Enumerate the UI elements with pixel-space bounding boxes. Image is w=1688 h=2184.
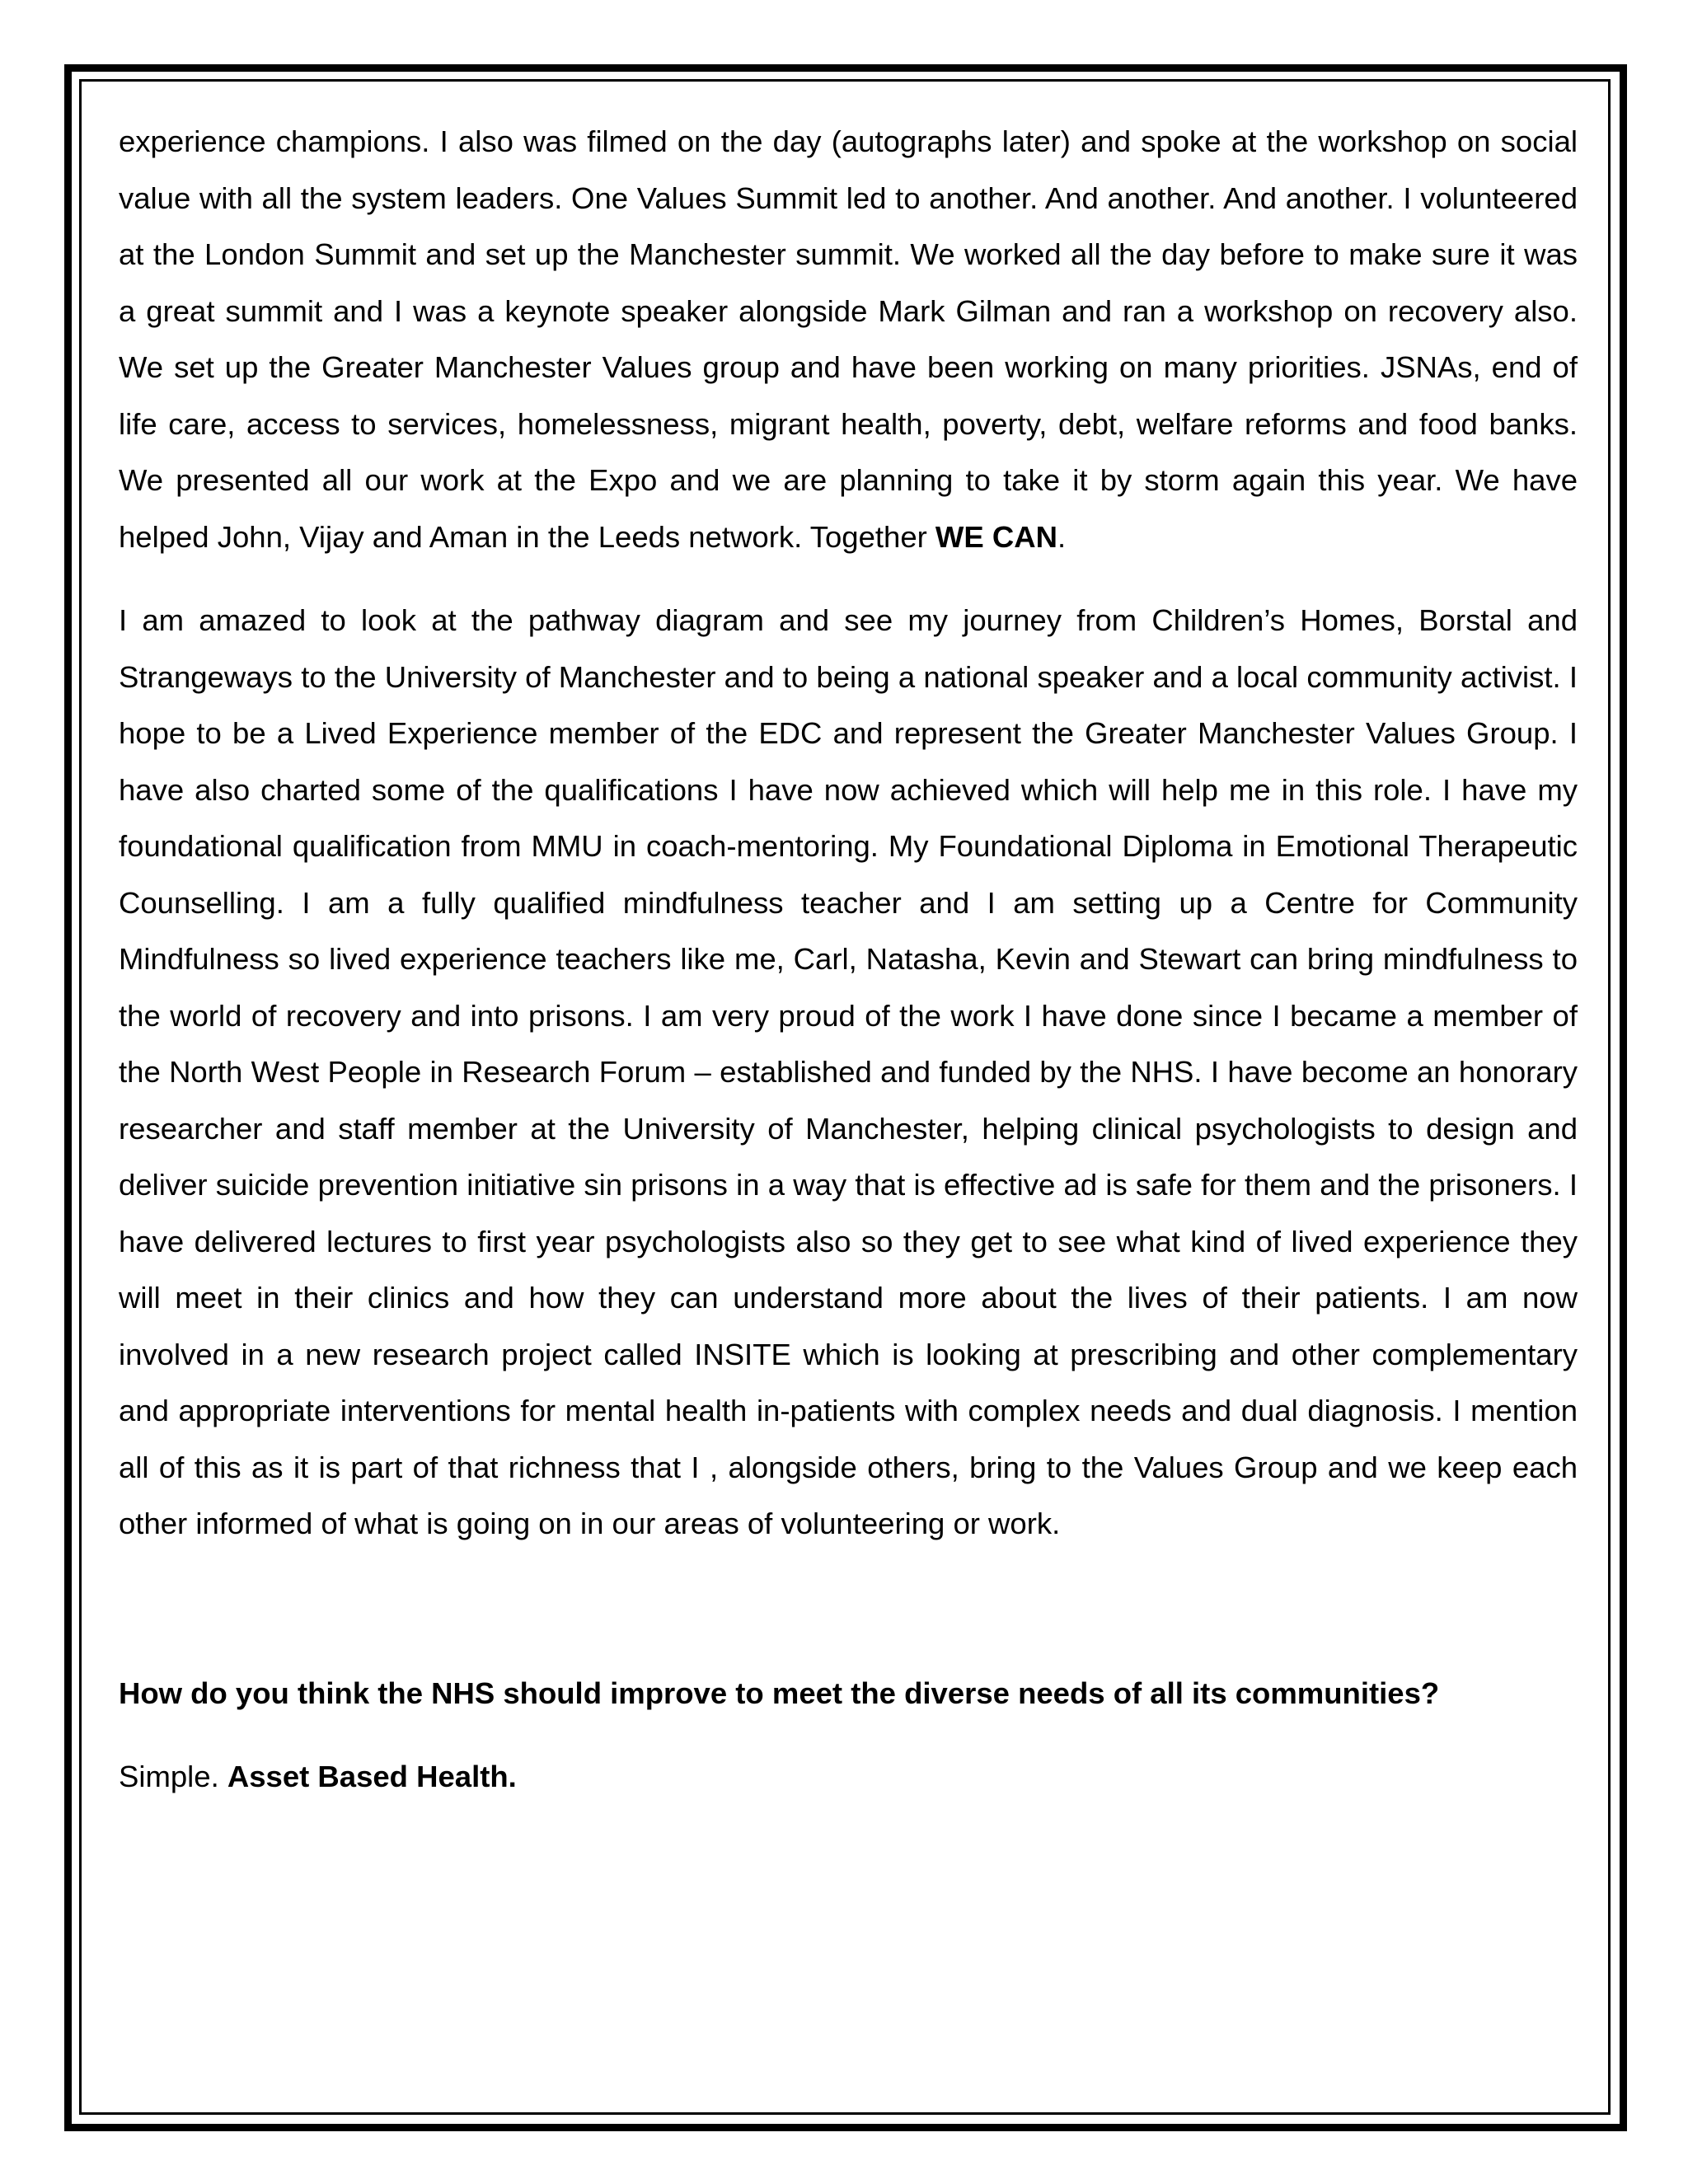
paragraph-1-end: . xyxy=(1057,519,1067,554)
paragraph-1-emphasis: WE CAN xyxy=(935,519,1057,554)
document-body xyxy=(119,114,1578,1806)
answer-emphasis: Asset Based Health. xyxy=(227,1760,517,1793)
question-heading: How do you think the NHS should improve to meet the diverse needs of all its communities? xyxy=(119,1675,1440,1710)
paragraph-1 xyxy=(119,114,1578,565)
answer xyxy=(119,1749,1578,1806)
paragraph-2: I am amazed to look at the pathway diagram and see my journey from Children’s Homes, Borstal and Strangeways to the University of Manchester and to being a national speaker and a local community activist. I hope to be a Lived Experience member of the EDC and represent the Greater Manchester Values Group. I have also charted some of the qualifications I have now achieved which will help me in this role. I have my foundational qualification from MMU in coach-mentoring. My Foundational Diploma in Emotional Therapeutic Counselling. I am a fully qualified mindfulness teacher and I am setting up a Centre for Community Mindfulness so lived experience teachers like me, Carl, Natasha, Kevin and Stewart can bring mindfulness to the world of recovery and into prisons. I am very proud of the work I have done since I became a member of the North West People in Research Forum – established and funded by the NHS. I have become an honorary researcher and staff member at the University of Manchester, helping clinical psychologists to design and deliver suicide prevention initiative sin prisons in a way that is effective ad is safe for them and the prisoners. I have delivered lectures to first year psychologists also so they get to see what kind of lived experience they will meet in their clinics and how they can understand more about the lives of their patients. I am now involved in a new research project called INSITE which is looking at prescribing and other complementary and appropriate interventions for mental health in-patients with complex needs and dual diagnosis. I mention all of this as it is part of that richness that I , alongside others, bring to the Values Group and we keep each other informed of what is going on in our areas of volunteering or work. xyxy=(119,603,1578,1540)
answer-lead: Simple. xyxy=(119,1760,227,1793)
paragraph-1-text: experience champions. I also was filmed on the day (autographs later) and spoke at the workshop on social value with all the system leaders. One Values Summit led to another. And another. And another. I volunteered at the London Summit and set up the Manchester summit. We worked all the day before to make sure it was a great summit and I was a keynote speaker alongside Mark Gilman and ran a workshop on recovery also. We set up the Greater Manchester Values group and have been working on many priorities. JSNAs, end of life care, access to services, homelessness, migrant health, poverty, debt, welfare reforms and food banks. We presented all our work at the Expo and we are planning to take it by storm again this year. We have helped John, Vijay and Aman in the Leeds network. Together xyxy=(119,124,1578,554)
